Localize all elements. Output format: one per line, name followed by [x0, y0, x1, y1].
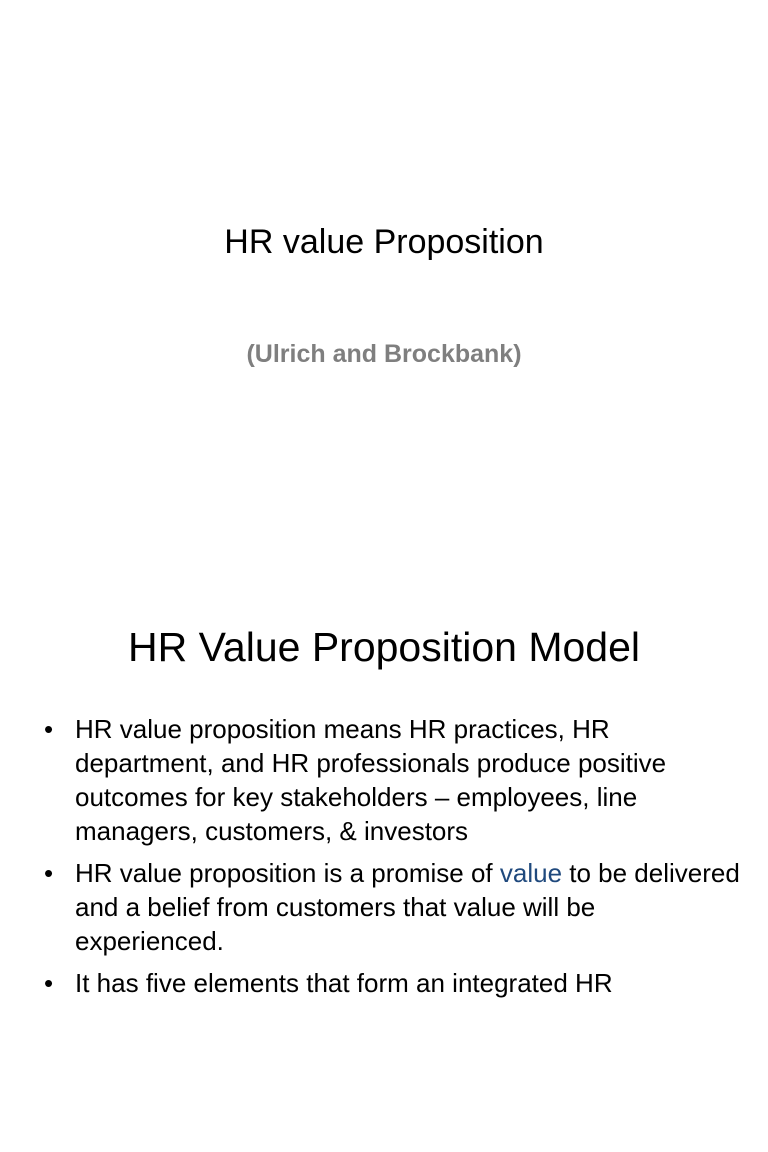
bullet-text-2-before: HR value proposition is a promise of [75, 858, 500, 888]
bullet-dot-icon: • [44, 858, 54, 888]
bullet-text-1: HR value proposition means HR practices, HR department, and HR professionals produce positive outcomes for key stakeholders – employees, line managers, customers, & investors [75, 714, 667, 846]
bullet-dot-icon: • [44, 714, 54, 744]
bullet-text-2-after: to be delivered and a belief from customers that value will be experienced. [75, 858, 740, 956]
slide-1-title: HR value Proposition [224, 223, 544, 261]
bullet-dot-icon: • [44, 968, 54, 998]
slide-2-title: HR Value Proposition Model [128, 624, 640, 670]
bullet-item-1 [40, 712, 740, 848]
bullet-item-2 [40, 856, 740, 958]
bullet-list [40, 712, 740, 1008]
slide-1-subtitle: (Ulrich and Brockbank) [246, 340, 522, 368]
slide-2 [0, 576, 768, 1152]
bullet-text-3: It has five elements that form an integrated HR [75, 968, 613, 998]
bullet-text-2-accent: value [499, 858, 563, 888]
bullet-item-3 [40, 966, 740, 1000]
